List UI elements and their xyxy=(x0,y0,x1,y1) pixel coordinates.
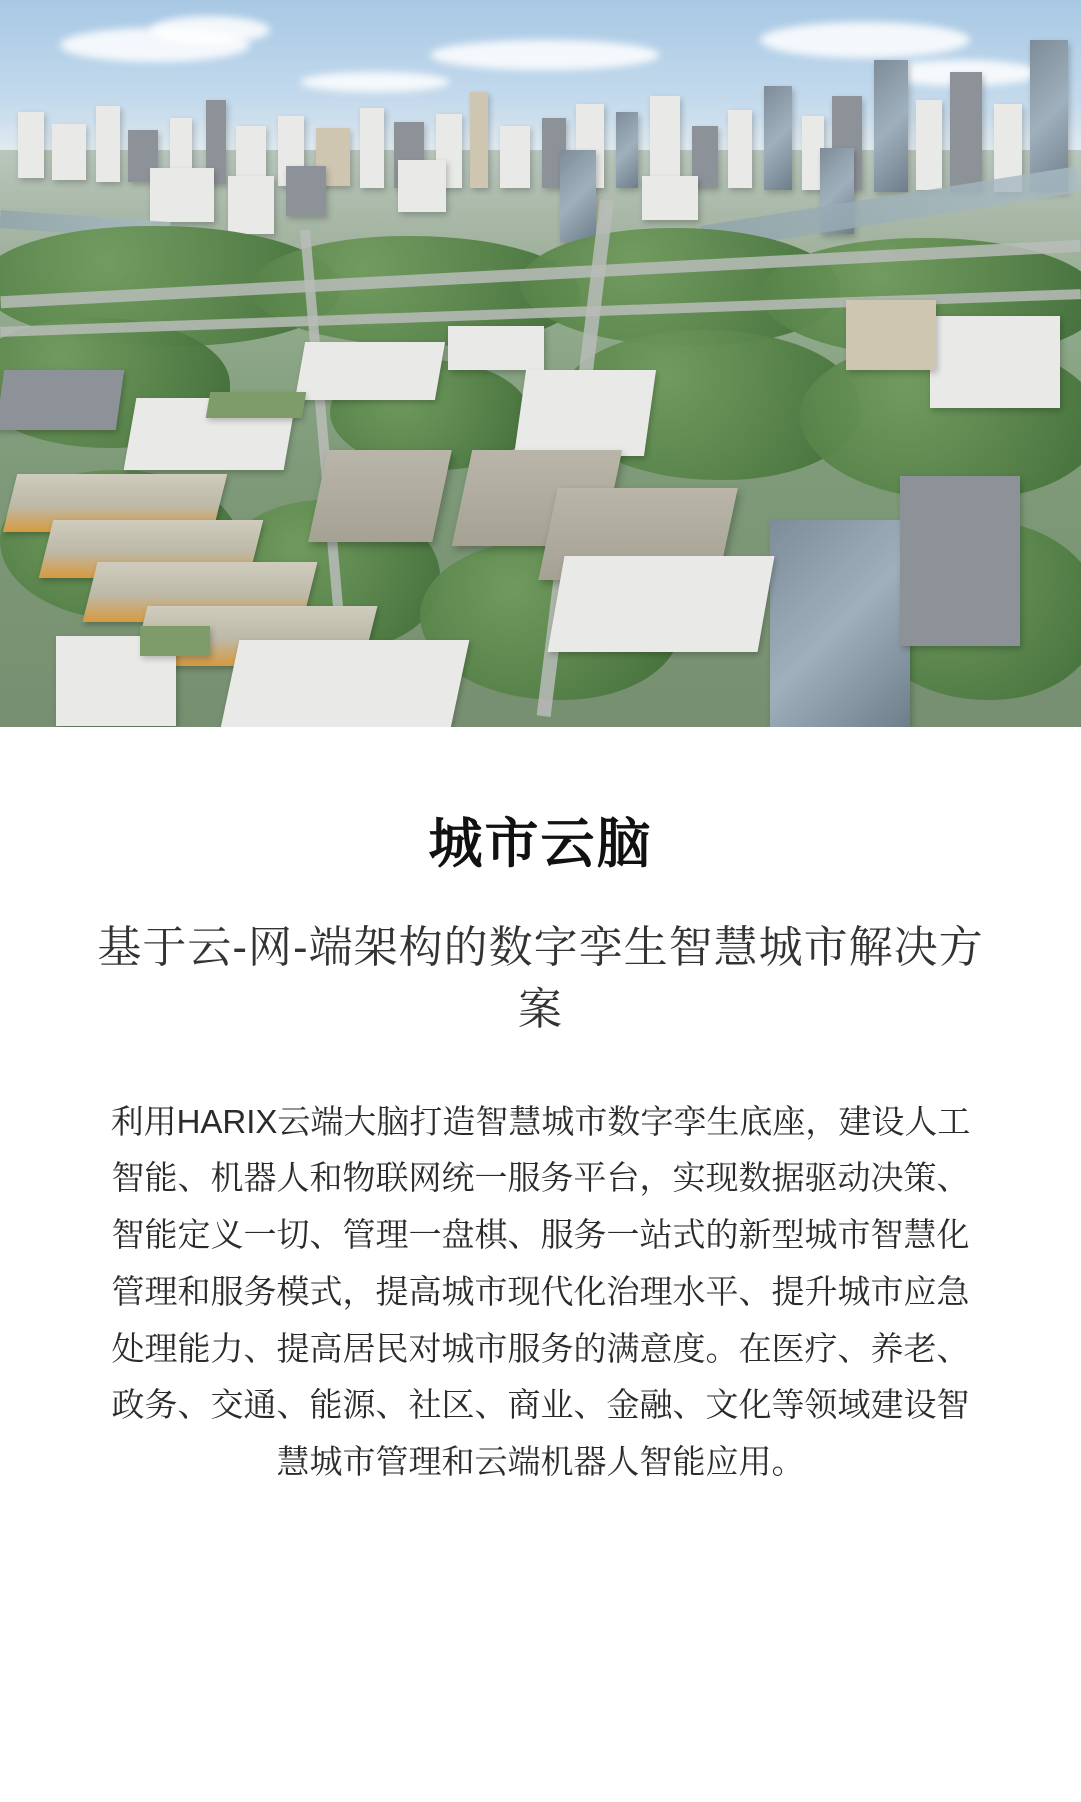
building xyxy=(96,106,120,182)
building xyxy=(514,370,656,456)
building xyxy=(642,176,698,220)
building xyxy=(950,72,982,192)
building xyxy=(728,110,752,188)
cloud xyxy=(760,22,970,58)
building xyxy=(560,150,596,242)
building xyxy=(398,160,446,212)
building xyxy=(18,112,44,178)
building xyxy=(548,556,775,652)
text-content xyxy=(0,727,1081,1491)
building xyxy=(616,112,638,188)
cloud xyxy=(430,40,660,70)
building xyxy=(286,166,326,216)
page-subtitle: 基于云-网-端架构的数字孪生智慧城市解决方案 xyxy=(97,922,984,1035)
building xyxy=(448,326,544,370)
green-roof xyxy=(206,392,307,418)
building xyxy=(52,124,86,180)
building xyxy=(150,168,214,222)
building xyxy=(930,316,1060,408)
building xyxy=(650,96,680,188)
building xyxy=(916,100,942,190)
building xyxy=(764,86,792,190)
building xyxy=(295,342,445,400)
cloud xyxy=(150,16,270,44)
page-title: 城市云脑 xyxy=(428,814,653,874)
building xyxy=(874,60,908,192)
building xyxy=(360,108,384,188)
building xyxy=(770,520,910,727)
building xyxy=(0,370,124,430)
building xyxy=(470,92,488,188)
building xyxy=(846,300,936,370)
warehouse xyxy=(308,450,452,542)
building xyxy=(221,640,470,727)
building xyxy=(900,476,1020,646)
building xyxy=(228,176,274,234)
description-paragraph: 利用HARIX云端大脑打造智慧城市数字孪生底座，建设人工智能、机器人和物联网统一服务平台，实现数据驱动决策、智能定义一切、管理一盘棋、服务一站式的新型城市智慧化管理和服务模式，提高城市现代化治理水平、提升城市应急处理能力、提高居民对城市服务的满意度。在医疗、养老、政务、交通、能源、社区、商业、金融、文化等领域建设智慧城市管理和云端机器人智能应用。 xyxy=(110,1102,971,1481)
green-roof xyxy=(140,626,210,656)
building xyxy=(500,126,530,188)
hero-image xyxy=(0,0,1081,727)
cloud xyxy=(300,72,450,92)
